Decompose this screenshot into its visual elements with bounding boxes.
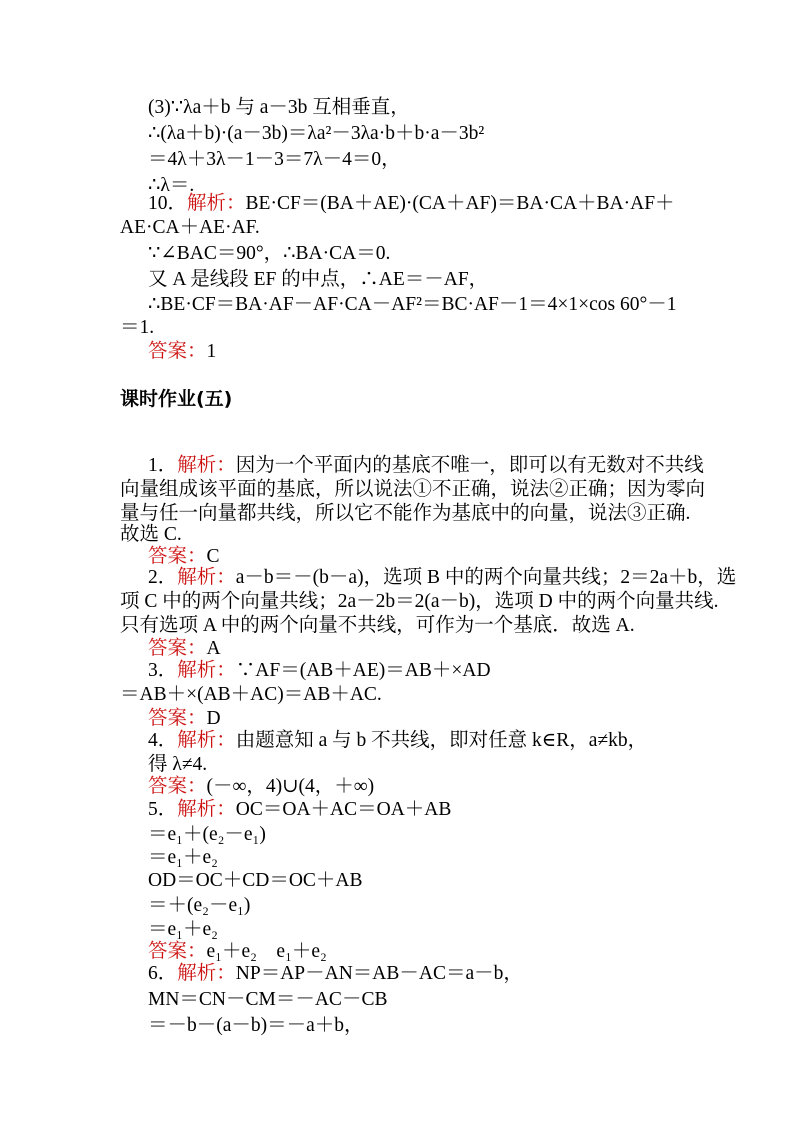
analysis-label: 解析： — [177, 660, 236, 681]
answer-label: 答案： — [148, 708, 207, 729]
line-text: ∵∠BAC＝90°，∴BA·CA＝0. — [148, 243, 391, 264]
text-line — [148, 566, 736, 590]
text-line — [148, 707, 221, 731]
text-line — [148, 798, 451, 822]
text-line — [148, 242, 390, 266]
line-text: 1 — [206, 341, 217, 362]
analysis-label: 解析： — [187, 193, 246, 214]
line-text: a－b＝－(b－a)，选项 B 中的两个向量共线；2＝2a＋b，选 — [235, 567, 737, 588]
answer-label: 答案： — [148, 638, 207, 659]
text-line — [148, 454, 704, 478]
answer-label: 答案： — [148, 546, 207, 567]
text-line — [120, 316, 154, 340]
section-heading: 课时作业(五) — [120, 388, 233, 410]
line-text: (－∞，4)∪(4，＋∞) — [206, 776, 375, 797]
line-text: OD＝OC＋CD＝OC＋AB — [148, 870, 363, 891]
line-text: ＝e₁＋e₂ — [148, 847, 218, 868]
line-text: ∴(λa＋b)·(a－3b)＝λa²－3λa·b＋b·a－3b² — [148, 123, 485, 144]
line-text: ∵AF＝(AB＋AE)＝AB＋×AD — [235, 660, 491, 681]
line-text: AE·CA＋AE·AF. — [120, 217, 260, 238]
line-text: 向量组成该平面的基底，所以说法①不正确，说法②正确；因为零向 — [120, 479, 706, 500]
text-line — [148, 340, 216, 364]
line-text: 又 A 是线段 EF 的中点，∴AE＝－AF， — [148, 269, 489, 290]
text-line — [148, 122, 484, 146]
line-number: 2． — [148, 567, 178, 588]
text-line — [148, 846, 218, 870]
answer-label: 答案： — [148, 341, 207, 362]
line-text: ∴BE·CF＝BA·AF－AF·CA－AF²＝BC·AF－1＝4×1×cos 60°－1 — [148, 294, 677, 315]
text-line — [148, 753, 207, 777]
line-text: e₁＋e₂ e₁＋e₂ — [206, 941, 327, 962]
text-line — [148, 637, 221, 661]
line-text: ＝4λ＋3λ－1－3＝7λ－4＝0， — [148, 149, 401, 170]
text-line — [120, 216, 260, 240]
line-text: ＝e₁＋e₂ — [148, 919, 218, 940]
line-text: (3)∵λa＋b 与 a－3b 互相垂直， — [148, 97, 410, 118]
analysis-label: 解析： — [177, 799, 236, 820]
line-number: 5． — [148, 799, 178, 820]
line-text: MN＝CN－CM＝－AC－CB — [148, 989, 388, 1010]
line-text: NP＝AP－AN＝AB－AC＝a－b， — [235, 963, 523, 984]
line-text: ＝1. — [120, 317, 155, 338]
line-text: ＝－b－(a－b)＝－a＋b， — [148, 1015, 364, 1036]
text-line — [120, 590, 719, 614]
text-line — [120, 614, 635, 638]
line-number: 4． — [148, 730, 178, 751]
text-line — [148, 918, 218, 942]
line-text: D — [206, 708, 221, 729]
text-line — [120, 502, 690, 526]
text-line — [148, 659, 491, 683]
text-line — [148, 293, 677, 317]
text-line — [120, 478, 705, 502]
line-text: 只有选项 A 中的两个向量不共线，可作为一个基底．故选 A. — [120, 615, 635, 636]
answer-label: 答案： — [148, 776, 207, 797]
line-number: 3． — [148, 660, 178, 681]
line-text: ＝＋(e₂－e₁) — [148, 895, 251, 916]
text-line — [148, 962, 523, 986]
line-number: 6． — [148, 963, 178, 984]
text-line — [148, 940, 327, 964]
text-line — [148, 894, 250, 918]
line-text: 量与任一向量都共线，所以它不能作为基底中的向量，说法③正确. — [120, 503, 691, 524]
text-line — [148, 192, 675, 216]
line-text: 得 λ≠4. — [148, 754, 208, 775]
text-line — [148, 1014, 364, 1038]
text-line — [148, 729, 647, 753]
line-number: 10． — [148, 193, 188, 214]
line-text: ∴λ＝. — [148, 175, 195, 196]
line-text: 因为一个平面内的基底不唯一，即可以有无数对不共线 — [235, 455, 704, 476]
line-text: ＝AB＋×(AB＋AC)＝AB＋AC. — [120, 684, 382, 705]
analysis-label: 解析： — [177, 567, 236, 588]
line-text: 由题意知 a 与 b 不共线，即对任意 k∈R，a≠kb， — [235, 730, 648, 751]
analysis-label: 解析： — [177, 963, 236, 984]
line-number: 1． — [148, 455, 178, 476]
line-text: ＝e₁＋(e₂－e₁) — [148, 824, 266, 845]
text-line — [148, 988, 387, 1012]
line-text: OC＝OA＋AC＝OA＋AB — [235, 799, 452, 820]
text-line — [148, 869, 363, 893]
line-text: A — [206, 638, 221, 659]
text-line — [148, 823, 266, 847]
line-text: C — [206, 546, 220, 567]
line-text: 项 C 中的两个向量共线；2a－2b＝2(a－b)，选项 D 中的两个向量共线. — [120, 591, 719, 612]
analysis-label: 解析： — [177, 730, 236, 751]
text-line — [120, 523, 182, 547]
text-line — [148, 775, 374, 799]
answer-label: 答案： — [148, 941, 207, 962]
text-line — [148, 96, 410, 120]
line-text: 故选 C. — [120, 524, 182, 545]
text-line — [148, 268, 488, 292]
text-line — [120, 683, 382, 707]
text-line — [148, 148, 401, 172]
analysis-label: 解析： — [177, 455, 236, 476]
line-text: BE·CF＝(BA＋AE)·(CA＋AF)＝BA·CA＋BA·AF＋ — [245, 193, 675, 214]
